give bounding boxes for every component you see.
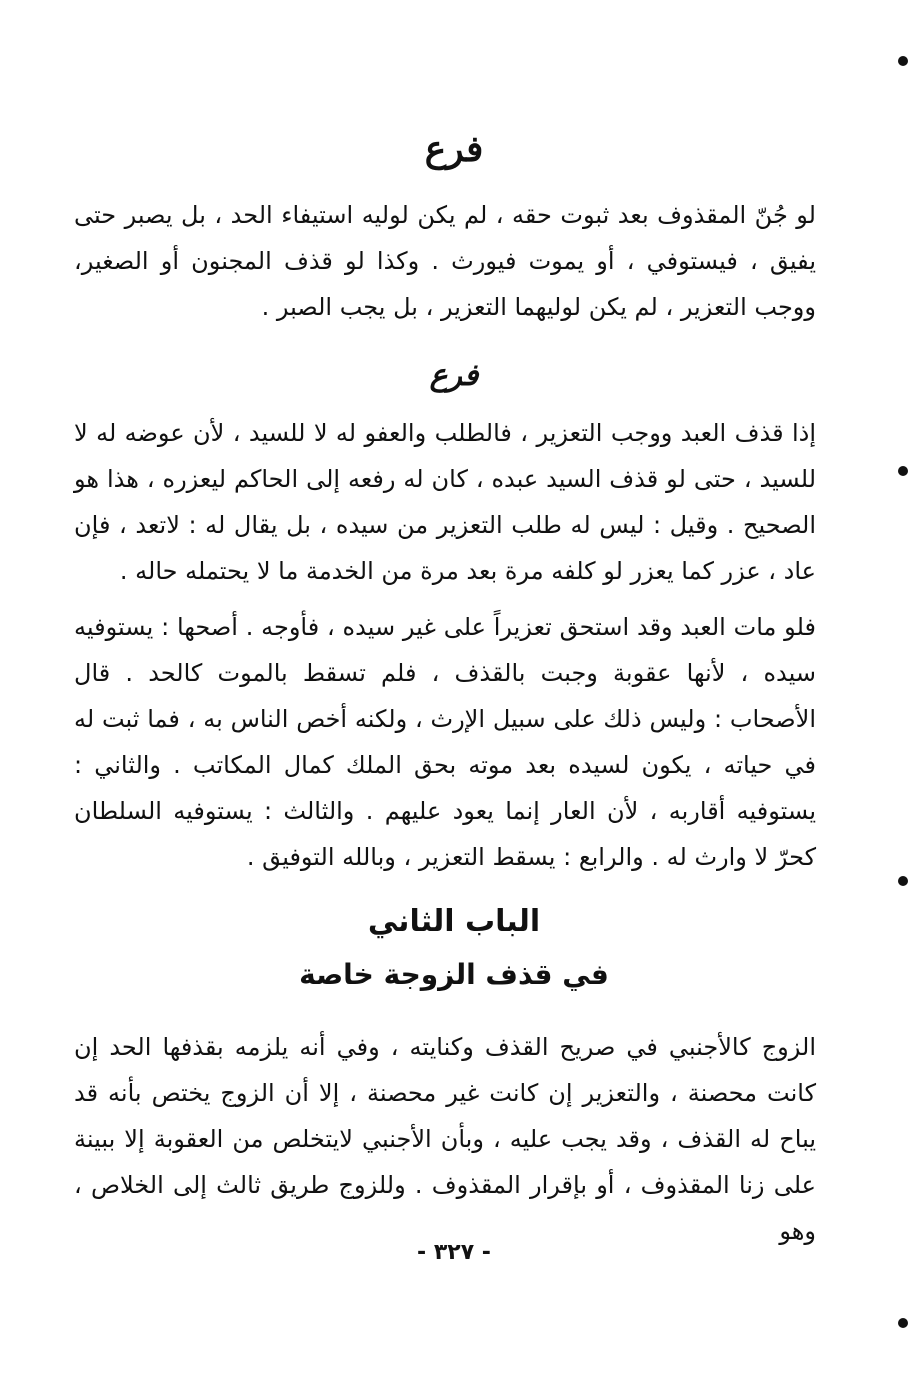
paragraph-1: لو جُنّ المقذوف بعد ثبوت حقه ، لم يكن لوليه استيفاء الحد ، بل يصبر حتى يفيق ، فيستوفي ، أو يموت فيورث . وكذا لو قذف المجنون أو الصغير، ووجب التعزير ، لم يكن لوليهما التعزير ، بل يجب الصبر .: [74, 201, 816, 321]
section-heading-2: فرع: [429, 358, 479, 393]
margin-mark-middle: [898, 466, 908, 476]
margin-mark-bottom: [898, 1318, 908, 1328]
chapter-title: الباب الثاني: [367, 904, 541, 939]
page-number: - ٣٢٧ -: [417, 1240, 491, 1265]
paragraph-3: فلو مات العبد وقد استحق تعزيراً على غير سيده ، فأوجه . أصحها : يستوفيه سيده ، لأنها عقوبة وجبت بالقذف ، فلم تسقط بالموت كالحد . قال الأصحاب : وليس ذلك على سبيل الإرث ، ولكنه أخص الناس به ، فما ثبت له في حياته ، يكون لسيده بعد موته بحق الملك كمال المكاتب . والثاني : يستوفيه أقاربه ، لأن العار إنما يعود عليهم . والثالث : يستوفيه السلطان كحرّ لا وارث له . والرابع : يسقط التعزير ، وبالله التوفيق .: [74, 613, 816, 871]
section-heading-1: فرع: [424, 128, 484, 170]
chapter-subtitle: في قذف الزوجة خاصة: [299, 958, 609, 991]
margin-mark-top: [898, 56, 908, 66]
paragraph-4: الزوج كالأجنبي في صريح القذف وكنايته ، وفي أنه يلزمه بقذفها الحد إن كانت محصنة ، والتعزير إن كانت غير محصنة ، إلا أن الزوج يختص بأنه قد يباح له القذف ، وقد يجب عليه ، وبأن الأجنبي لايتخلص من العقوبة إلا ببينة على زنا المقذوف ، أو بإقرار المقذوف . وللزوج طريق ثالث إلى الخلاص ، وهو: [74, 1033, 816, 1245]
paragraph-2: إذا قذف العبد ووجب التعزير ، فالطلب والعفو له لا للسيد ، لأن عوضه له لا للسيد ، حتى لو قذف السيد عبده ، كان له رفعه إلى الحاكم ليعزره ، هذا هو الصحيح . وقيل : ليس له طلب التعزير من سيده ، بل يقال له : لاتعد ، فإن عاد ، عزر كما يعزر لو كلفه مرة بعد مرة من الخدمة ما لا يحتمله حاله .: [74, 419, 816, 585]
margin-mark-lower: [898, 876, 908, 886]
